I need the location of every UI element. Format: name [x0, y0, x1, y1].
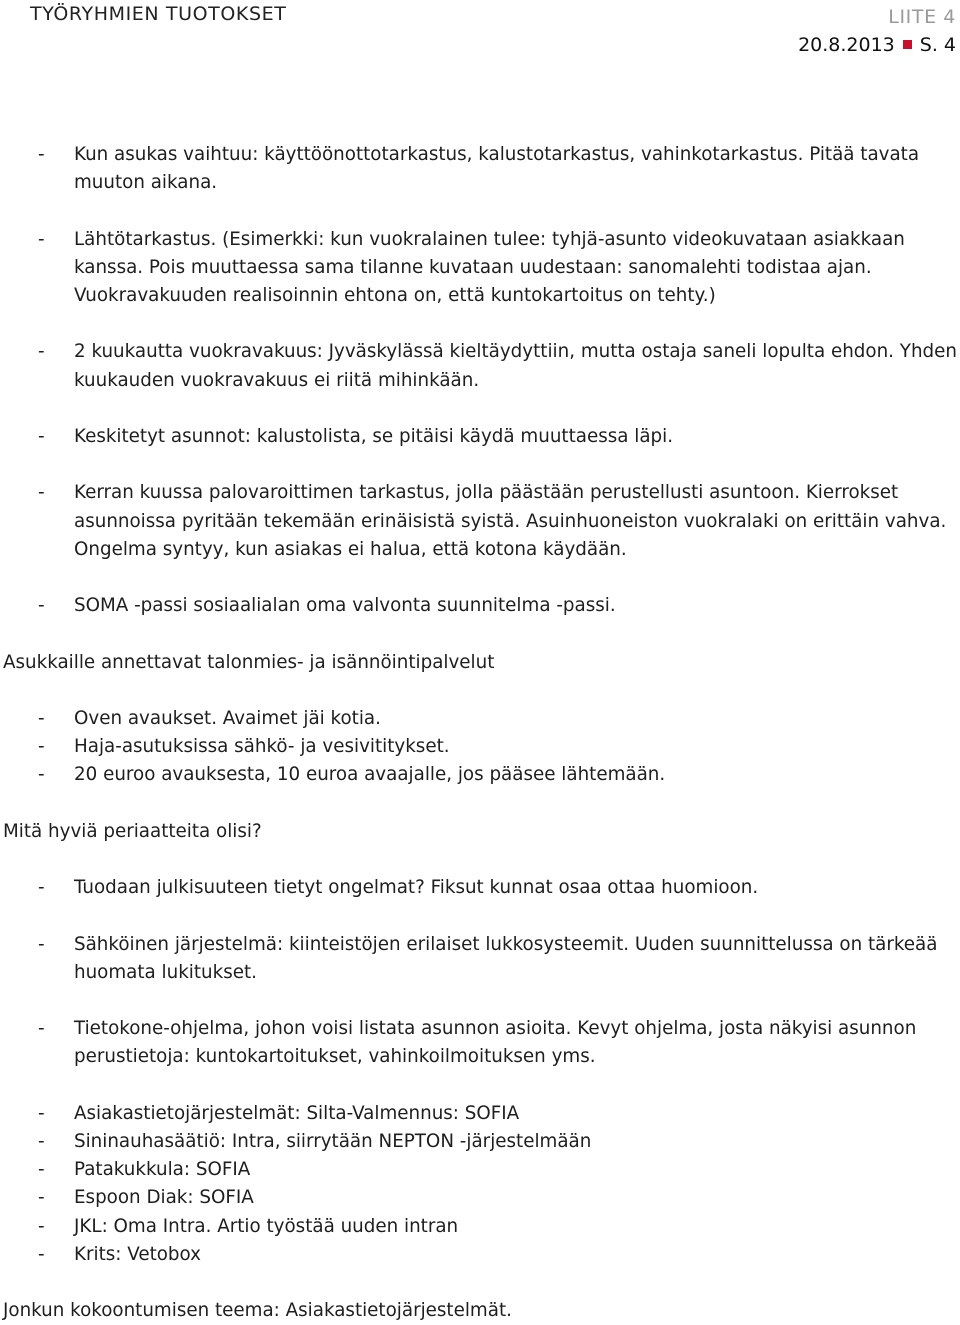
- list-item: - Espoon Diak: SOFIA: [0, 1184, 958, 1212]
- list-item: - Krits: Vetobox: [0, 1241, 958, 1269]
- list-item: - Oven avaukset. Avaimet jäi kotia.: [0, 705, 958, 733]
- list-item: - Asiakastietojärjestelmät: Silta-Valmennus: SOFIA: [0, 1100, 958, 1128]
- dash-bullet: -: [38, 1102, 45, 1124]
- list-item: - Sininauhasäätiö: Intra, siirrytään NEPTON -järjestelmään: [0, 1128, 958, 1156]
- dash-bullet: -: [38, 933, 45, 955]
- dash-bullet: -: [38, 707, 45, 729]
- list-item: - 20 euroo avauksesta, 10 euroa avaajalle, jos pääsee lähtemään.: [0, 761, 958, 789]
- document-body: [0, 141, 958, 1325]
- date: 20.8.2013: [798, 34, 895, 56]
- dash-bullet: -: [38, 1187, 45, 1209]
- dash-bullet: -: [38, 1159, 45, 1181]
- dash-bullet: -: [38, 341, 45, 363]
- list-item: - Keskitetyt asunnot: kalustolista, se pitäisi käydä muuttaessa läpi.: [0, 423, 958, 451]
- appendix-label: LIITE 4: [888, 6, 956, 28]
- dash-bullet: -: [38, 1243, 45, 1265]
- dash-bullet: -: [38, 1130, 45, 1152]
- list-item: - Tietokone-ohjelma, johon voisi listata asunnon asioita. Kevyt ohjelma, josta näkyisi asunnon perustietoja: kuntokartoitukset, vahinkoilmoituksen yms.: [0, 1015, 958, 1071]
- page-info: [798, 3, 956, 59]
- list-item: - Lähtötarkastus. (Esimerkki: kun vuokralainen tulee: tyhjä-asunto videokuvataan asiakkaan kanssa. Pois muuttaessa sama tilanne kuvataan uudestaan: sanomalehti todistaa ajan. Vuokravakuuden realisoinnin ehtona on, että kuntokartoitus on tehty.): [0, 226, 958, 311]
- dash-bullet: -: [38, 1018, 45, 1040]
- list-item: - Kun asukas vaihtuu: käyttöönottotarkastus, kalustotarkastus, vahinkotarkastus. Pitää tavata muuton aikana.: [0, 141, 958, 197]
- dash-bullet: -: [38, 425, 45, 447]
- dash-bullet: -: [38, 482, 45, 504]
- page-number: S. 4: [919, 34, 956, 56]
- list-item: - 2 kuukautta vuokravakuus: Jyväskylässä kieltäydyttiin, mutta ostaja saneli lopulta ehdon. Yhden kuukauden vuokravakuus ei riitä mihinkään.: [0, 338, 958, 394]
- section-heading: Asukkaille annettavat talonmies- ja isännöintipalvelut: [3, 651, 495, 673]
- dash-bullet: -: [38, 228, 45, 250]
- list-item: - Sähköinen järjestelmä: kiinteistöjen erilaiset lukkosysteemit. Uuden suunnittelussa on tärkeää huomata lukitukset.: [0, 931, 958, 987]
- section-title: TYÖRYHMIEN TUOTOKSET: [30, 3, 287, 25]
- closing-note: Jonkun kokoontumisen teema: Asiakastietojärjestelmät.: [3, 1300, 512, 1322]
- dash-bullet: -: [38, 144, 45, 165]
- list-item: - Haja-asutuksissa sähkö- ja vesivititykset.: [0, 733, 958, 761]
- red-square-icon: [903, 40, 912, 49]
- dash-bullet: -: [38, 595, 45, 617]
- dash-bullet: -: [38, 877, 45, 899]
- dash-bullet: -: [38, 736, 45, 758]
- date-page-line: [798, 31, 956, 59]
- section-heading: Mitä hyviä periaatteita olisi?: [3, 820, 262, 842]
- list-item: - Kerran kuussa palovaroittimen tarkastus, jolla päästään perustellusti asuntoon. Kierrokset asunnoissa pyritään tekemään erinäisistä syistä. Asuinhuoneiston vuokralaki on erittäin vahva. Ongelma syntyy, kun asiakas ei halua, että kotona käydään.: [0, 479, 958, 564]
- dash-bullet: -: [38, 1215, 45, 1237]
- list-item: - Patakukkula: SOFIA: [0, 1156, 958, 1184]
- list-item: - SOMA -passi sosiaalialan oma valvonta suunnitelma -passi.: [0, 592, 958, 620]
- dash-bullet: -: [38, 764, 45, 786]
- list-item: - Tuodaan julkisuuteen tietyt ongelmat? Fiksut kunnat osaa ottaa huomioon.: [0, 874, 958, 902]
- list-item: - JKL: Oma Intra. Artio työstää uuden intran: [0, 1213, 958, 1241]
